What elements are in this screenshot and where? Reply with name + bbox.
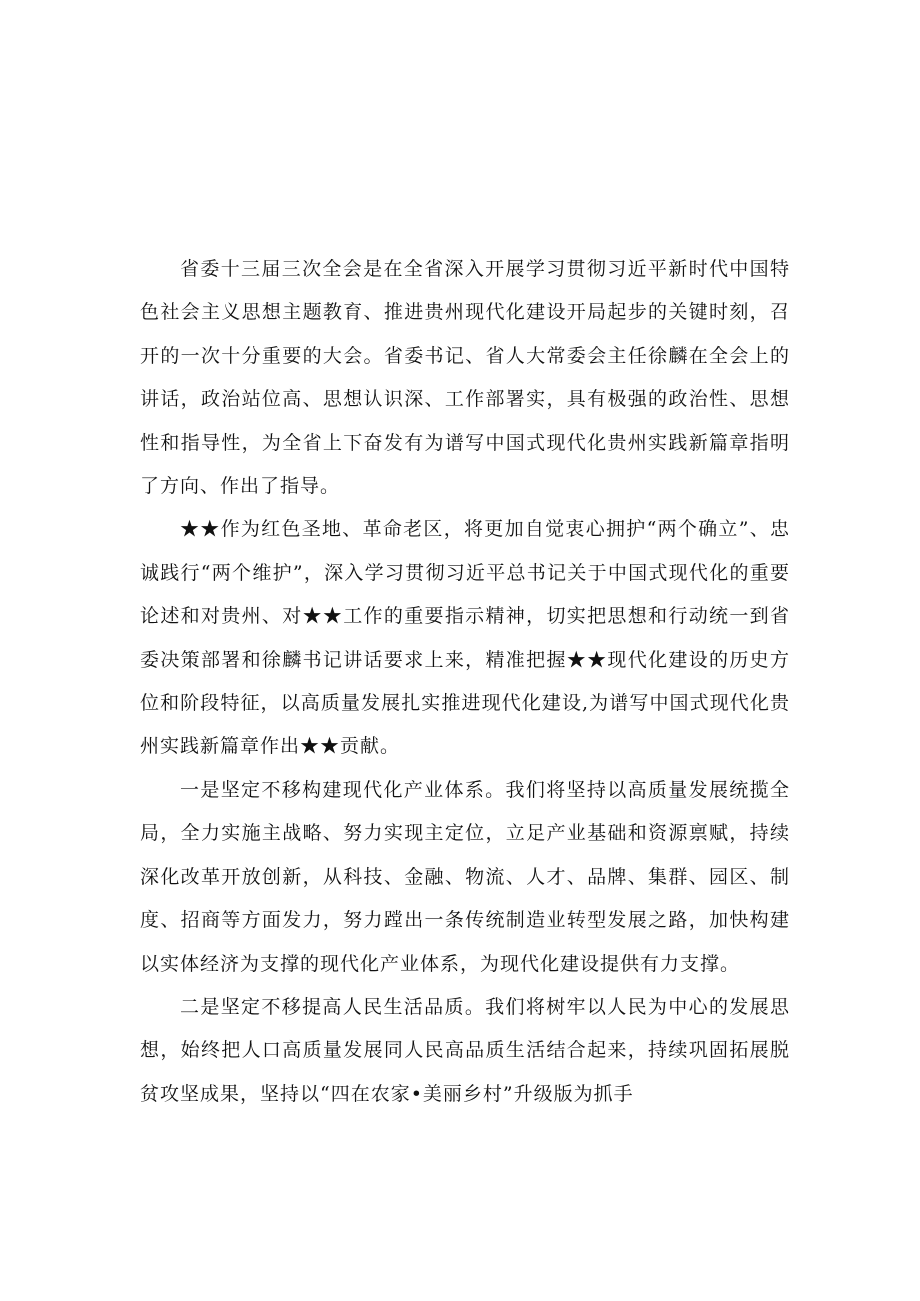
paragraph-2: ★★作为红色圣地、革命老区，将更加自觉衷心拥护“两个确立”、忠诚践行“两个维护”，深入学习贯彻习近平总书记关于中国式现代化的重要论述和对贵州、对★★工作的重要指示精神，切实把思想和行动统一到省委决策部署和徐麟书记讲话要求上来，精准把握★★现代化建设的历史方位和阶段特征，以高质量发展扎实推进现代化建设,为谱写中国式现代化贵州实践新篇章作出★★贡献。 xyxy=(140,518,790,758)
paragraph-4: 二是坚定不移提高人民生活品质。我们将树牢以人民为中心的发展思想，始终把人口高质量发展同人民高品质生活结合起来，持续巩固拓展脱贫攻坚成果，坚持以“四在农家•美丽乡村”升级版为抓手 xyxy=(140,995,790,1105)
paragraph-3: 一是坚定不移构建现代化产业体系。我们将坚持以高质量发展统揽全局，全力实施主战略、努力实现主定位，立足产业基础和资源禀赋，持续深化改革开放创新，从科技、金融、物流、人才、品牌、集群、园区、制度、招商等方面发力，努力蹚出一条传统制造业转型发展之路，加快构建以实体经济为支撑的现代化产业体系，为现代化建设提供有力支撑。 xyxy=(140,778,790,975)
paragraph-1: 省委十三届三次全会是在全省深入开展学习贯彻习近平新时代中国特色社会主义思想主题教育、推进贵州现代化建设开局起步的关键时刻，召开的一次十分重要的大会。省委书记、省人大常委会主任徐麟在全会上的讲话，政治站位高、思想认识深、工作部署实，具有极强的政治性、思想性和指导性，为全省上下奋发有为谱写中国式现代化贵州实践新篇章指明了方向、作出了指导。 xyxy=(140,258,790,498)
document-body xyxy=(140,248,790,1116)
